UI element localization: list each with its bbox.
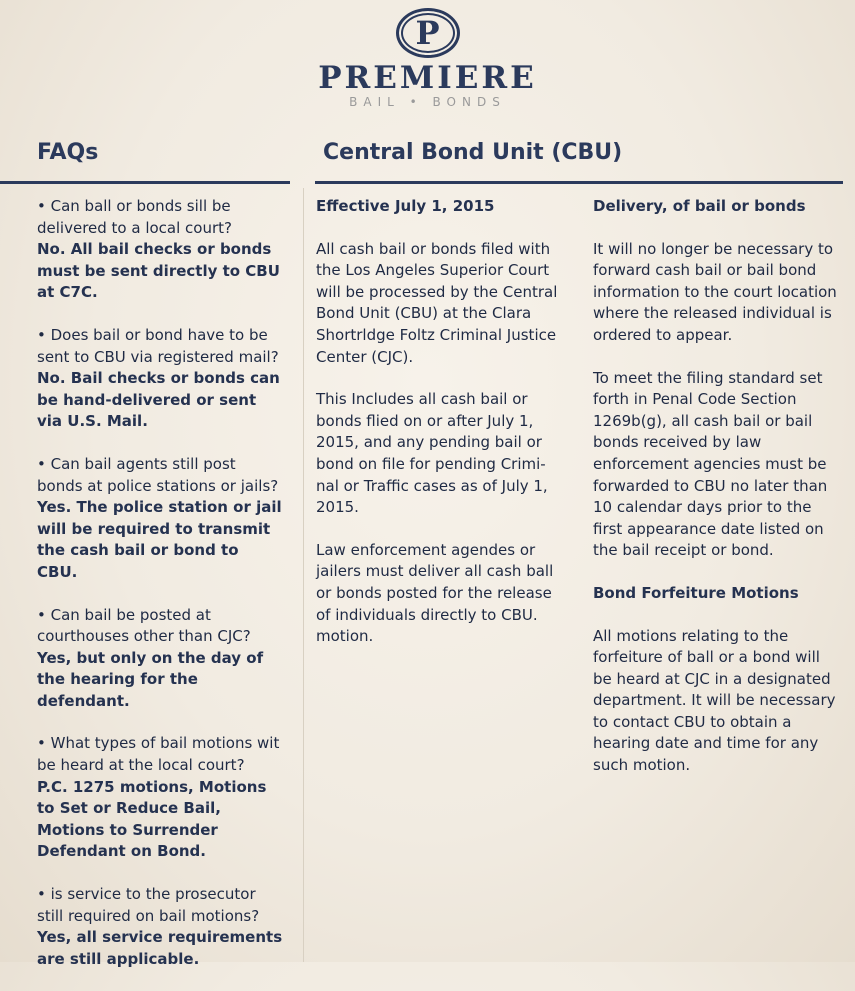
logo-name: PREMIERE: [318, 60, 537, 96]
cbu-heading: Central Bond Unit (CBU): [323, 140, 623, 165]
faq-answer: No. All bail checks or bonds must be sent directly to CBU at C7C.: [37, 240, 280, 302]
faq-heading: FAQs: [37, 140, 99, 165]
cbu-effective-column: [316, 196, 568, 669]
faq-question: • Can bail be posted at courthouses other than CJC?: [37, 605, 251, 646]
cbu-delivery-column: [593, 196, 838, 798]
faq-heading-rule: [0, 181, 290, 184]
paragraph: Law enforcement agendes or jailers must deliver all cash ball or bonds posted for the release of individuals directly to CBU. motion.: [316, 540, 554, 646]
effective-date-heading: Effective July 1, 2015: [316, 197, 495, 215]
faq-item: [37, 733, 283, 863]
faq-item: [37, 325, 283, 433]
paragraph: This Includes all cash bail or bonds flied on or after July 1, 2015, and any pending bail or bond on file for pending Crimi-nal or Traffic cases as of July 1, 2015.: [316, 390, 548, 517]
logo: [0, 8, 855, 109]
paragraph: All motions relating to the forfeiture of ball or a bond will be heard at CJC in a designated department. It will be necessary to contact CBU to obtain a hearing date and time for any such motion.: [593, 626, 836, 775]
faq-item: [37, 454, 283, 584]
faq-question: • Does bail or bond have to be sent to CBU via registered mail?: [37, 325, 279, 366]
paragraph: To meet the filing standard set forth in Penal Code Section 1269b(g), all cash bail or bail bonds received by law enforcement agencies must be forwarded to CBU no later than 10 calendar days prior to the first appearance date listed on the bail receipt or bond.: [593, 368, 828, 560]
forfeiture-heading: Bond Forfeiture Motions: [593, 583, 799, 602]
faq-item: [37, 605, 283, 713]
logo-emblem: P: [396, 8, 460, 58]
logo-tagline: BAIL • BONDS: [349, 95, 506, 109]
delivery-heading: Delivery, of bail or bonds: [593, 197, 806, 215]
faq-answer: Yes, but only on the day of the hearing for the defendant.: [37, 648, 264, 710]
faq-answer: Yes. The police station or jail will be required to transmit the cash bail or bond to CBU.: [37, 498, 282, 581]
faq-answer: P.C. 1275 motions, Motions to Set or Reduce Bail, Motions to Surrender Defendant on Bond.: [37, 777, 267, 861]
faq-answer: No. Bail checks or bonds can be hand-delivered or sent via U.S. Mail.: [37, 369, 280, 431]
faq-question: • What types of bail motions wit be heard at the local court?: [37, 734, 280, 775]
faq-question: • Can bail agents still post bonds at police stations or jails?: [37, 454, 279, 495]
faq-list: [37, 196, 283, 991]
cbu-heading-rule: [315, 181, 843, 184]
column-divider: [303, 188, 304, 962]
faq-item: [37, 884, 283, 970]
faq-question: • Can ball or bonds sill be delivered to a local court?: [37, 197, 232, 237]
faq-answer: Yes, all service requirements are still applicable.: [37, 928, 283, 968]
faq-item: [37, 196, 283, 304]
paragraph: It will no longer be necessary to forward cash bail or bail bond information to the court location where the released individual is ordered to appear.: [593, 239, 837, 344]
paragraph: All cash bail or bonds filed with the Los Angeles Superior Court will be processed by the Central Bond Unit (CBU) at the Clara Shortrldge Foltz Criminal Justice Center (CJC).: [316, 239, 558, 366]
faq-question: • is service to the prosecutor still required on bail motions?: [37, 885, 260, 925]
